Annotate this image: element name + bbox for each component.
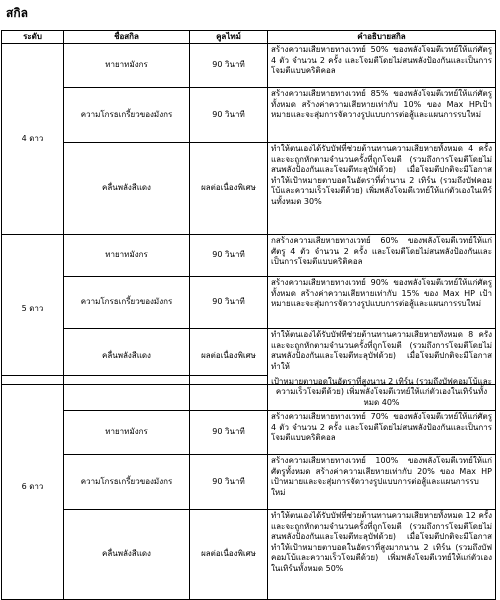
- skill-name: คลื่นพลังสีแดง: [64, 329, 190, 385]
- page-title: สกิล: [6, 6, 28, 20]
- skill-table-continued: [1, 375, 496, 600]
- table-row: [2, 510, 496, 600]
- skill-cooldown: 90 วินาที: [190, 235, 268, 277]
- header-cooldown: คูลไทม์: [190, 31, 268, 44]
- skill-description: สร้างความเสียหายทางเวทย์ 50% ของพลังโจมตีเวทย์ให้แก่ศัตรู 4 ตัว จำนวน 2 ครั้ง และโจมตีโดยไม่สนพลังป้องกันและเป็นการโจมตีแบบคริติคอล: [268, 44, 496, 88]
- skill-name: คลื่นพลังสีแดง: [64, 143, 190, 235]
- skill-name: ความโกรธเกรี้ยวของมังกร: [64, 455, 190, 510]
- skill-cooldown: ผลต่อเนื่องพิเศษ: [190, 329, 268, 385]
- skill-name: ทายาทมังกร: [64, 235, 190, 277]
- skill-cooldown: 90 วินาที: [190, 455, 268, 510]
- blank-cell: [64, 376, 190, 411]
- table-row: [2, 455, 496, 510]
- skill-cooldown: 90 วินาที: [190, 411, 268, 455]
- skill-description: ทำให้ตนเองได้รับบัฟที่ช่วยต้านทานความเสียหายทั้งหมด 4 ครั้ง และจะถูกหักตามจำนวนครั้งที่ถูกโจมตี (รวมถึงการโจมตีโดยไม่สนพลังป้องกันและโจมตีทะลุบัฟด้วย) เมื่อโจมตีปกติจะมีโอกาสทำให้เป้าหมายตาบอดในอัตราที่ต่ำนาน 2 เทิร์น (รวมถึงบัฟคอมโบ้และความเร็วโจมตีด้วย) เพิ่มพลังโจมตีเวทย์ให้แก่ตัวเองในเทิร์นทั้งหมด 30%: [268, 143, 496, 235]
- header-level: ระดับ: [2, 31, 64, 44]
- skill-description-continued: เป้าหมายตาบอดในอัตราที่สูงนาน 2 เทิร์น (รวมถึงบัฟคอมโบ้และความเร็วโจมตีด้วย) เพิ่มพลังโจมตีเวทย์ให้แก่ตัวเองในเทิร์นทั้งหมด 40%: [268, 376, 496, 411]
- level-cell: 6 ดาว: [2, 376, 64, 600]
- header-description: คำอธิบายสกิล: [268, 31, 496, 44]
- skill-description: ทำให้ตนเองได้รับบัฟที่ช่วยต้านทานความเสียหายทั้งหมด 12 ครั้ง และจะถูกหักตามจำนวนครั้งที่ถูกโจมตี (รวมถึงการโจมตีโดยไม่สนพลังป้องกันและโจมตีทะลุบัฟด้วย) เมื่อโจมตีปกติจะมีโอกาสทำให้เป้าหมายตาบอดในอัตราที่สูงมากนาน 2 เทิร์น (รวมถึงบัฟคอมโบ้และความเร็วโจมตีด้วย) เพิ่มพลังโจมตีเวทย์ให้แก่ตัวเองในเทิร์นทั้งหมด 50%: [268, 510, 496, 600]
- skill-name: ทายาทมังกร: [64, 411, 190, 455]
- table-row: [2, 411, 496, 455]
- skill-description: สร้างความเสียหายทางเวทย์ 85% ของพลังโจมตีเวทย์ให้แก่ศัตรูทั้งหมด สร้างค่าความเสียหายเท่ากับ 10% ของ Max HPเป้าหมายและจะสุ่มการจัดวางรูปแบบการต่อสู้และแผนการรบใหม่: [268, 88, 496, 143]
- skill-cooldown: 90 วินาที: [190, 277, 268, 329]
- skill-name: ความโกรธเกรี้ยวของมังกร: [64, 277, 190, 329]
- skill-description: สร้างความเสียหายทางเวทย์ 100% ของพลังโจมตีเวทย์ให้แก่ศัตรูทั้งหมด สร้างค่าความเสียหายเท่ากับ 20% ของ Max HP เป้าหมายและจะสุ่มการจัดวางรูปแบบการต่อสู้และแผนการรบใหม่: [268, 455, 496, 510]
- skill-table: [1, 30, 496, 385]
- level-cell: 4 ดาว: [2, 44, 64, 235]
- skill-description-text: ทำให้ตนเองได้รับบัฟที่ช่วยต้านทานความเสียหายทั้งหมด 8 ครั้ง และจะถูกหักตามจำนวนครั้งที่ถูกโจมตี (รวมถึงการโจมตีโดยไม่สนพลังป้องกันและโจมตีทะลุบัฟด้วย) เมื่อโจมตีปกติจะมีโอกาสทำให้: [271, 330, 492, 371]
- skill-name: ทายาทมังกร: [64, 44, 190, 88]
- header-skill-name: ชื่อสกิล: [64, 31, 190, 44]
- table-row: [2, 44, 496, 88]
- header-row: [2, 31, 496, 44]
- blank-cell: [190, 376, 268, 411]
- table-row: [2, 376, 496, 411]
- level-cell: 5 ดาว: [2, 235, 64, 385]
- skill-name: คลื่นพลังสีแดง: [64, 510, 190, 600]
- table-row: [2, 143, 496, 235]
- skill-description: สร้างความเสียหายทางเวทย์ 70% ของพลังโจมตีเวทย์ให้แก่ศัตรู 4 ตัว จำนวน 2 ครั้ง และโจมตีโดยไม่สนพลังป้องกันและเป็นการโจมตีแบบคริติคอล: [268, 411, 496, 455]
- skill-cooldown: 90 วินาที: [190, 88, 268, 143]
- skill-cooldown: ผลต่อเนื่องพิเศษ: [190, 143, 268, 235]
- table-row: [2, 88, 496, 143]
- skill-name: ความโกรธเกรี้ยวของมังกร: [64, 88, 190, 143]
- skill-description: กสร้างความเสียหายทางเวทย์ 60% ของพลังโจมตีเวทย์ให้แก่ศัตรู 4 ตัว จำนวน 2 ครั้ง และโจมตีโดยไม่สนพลังป้องกันและเป็นการโจมตีแบบคริติคอล: [268, 235, 496, 277]
- table-row: [2, 235, 496, 277]
- skill-description: สร้างความเสียหายทางเวทย์ 90% ของพลังโจมตีเวทย์ให้แก่ศัตรูทั้งหมด สร้างค่าความเสียหายเท่ากับ 15% ของ Max HP เป้าหมายและจะสุ่มการจัดวางรูปแบบการต่อสู้และแผนการรบใหม่: [268, 277, 496, 329]
- skill-cooldown: 90 วินาที: [190, 44, 268, 88]
- skill-cooldown: ผลต่อเนื่องพิเศษ: [190, 510, 268, 600]
- table-row: [2, 277, 496, 329]
